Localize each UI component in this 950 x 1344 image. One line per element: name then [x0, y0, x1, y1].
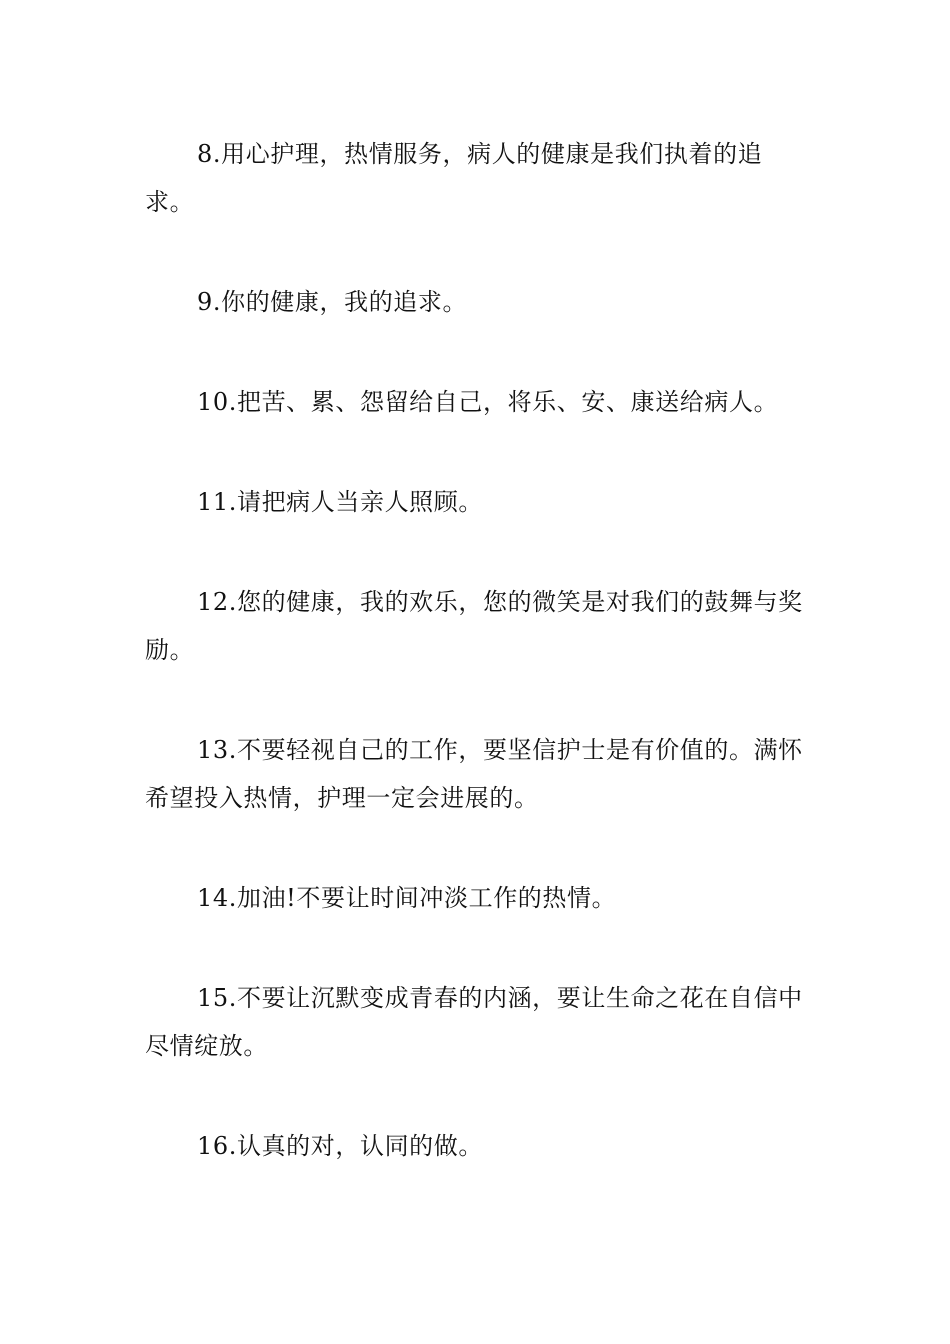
paragraph-16: 16.认真的对，认同的做。 — [197, 1132, 483, 1160]
paragraph-gap — [145, 1070, 807, 1122]
document-body — [145, 130, 807, 1170]
paragraph-8: 8.用心护理，热情服务，病人的健康是我们执着的追求。 — [145, 140, 763, 216]
paragraph-gap — [145, 426, 807, 478]
paragraph-10: 10.把苦、累、怨留给自己，将乐、安、康送给病人。 — [197, 388, 779, 416]
paragraph-gap — [145, 526, 807, 578]
paragraph-15: 15.不要让沉默变成青春的内涵，要让生命之花在自信中尽情绽放。 — [145, 984, 803, 1060]
paragraph-14: 14.加油!不要让时间冲淡工作的热情。 — [197, 884, 617, 912]
paragraph-13: 13.不要轻视自己的工作，要坚信护士是有价值的。满怀希望投入热情，护理一定会进展的。 — [145, 736, 803, 812]
paragraph-gap — [145, 226, 807, 278]
paragraph-gap — [145, 822, 807, 874]
paragraph-11: 11.请把病人当亲人照顾。 — [197, 488, 483, 516]
paragraph-gap — [145, 922, 807, 974]
paragraph-gap — [145, 674, 807, 726]
paragraph-9: 9.你的健康，我的追求。 — [197, 288, 468, 316]
paragraph-12: 12.您的健康，我的欢乐，您的微笑是对我们的鼓舞与奖励。 — [145, 588, 803, 664]
paragraph-gap — [145, 326, 807, 378]
